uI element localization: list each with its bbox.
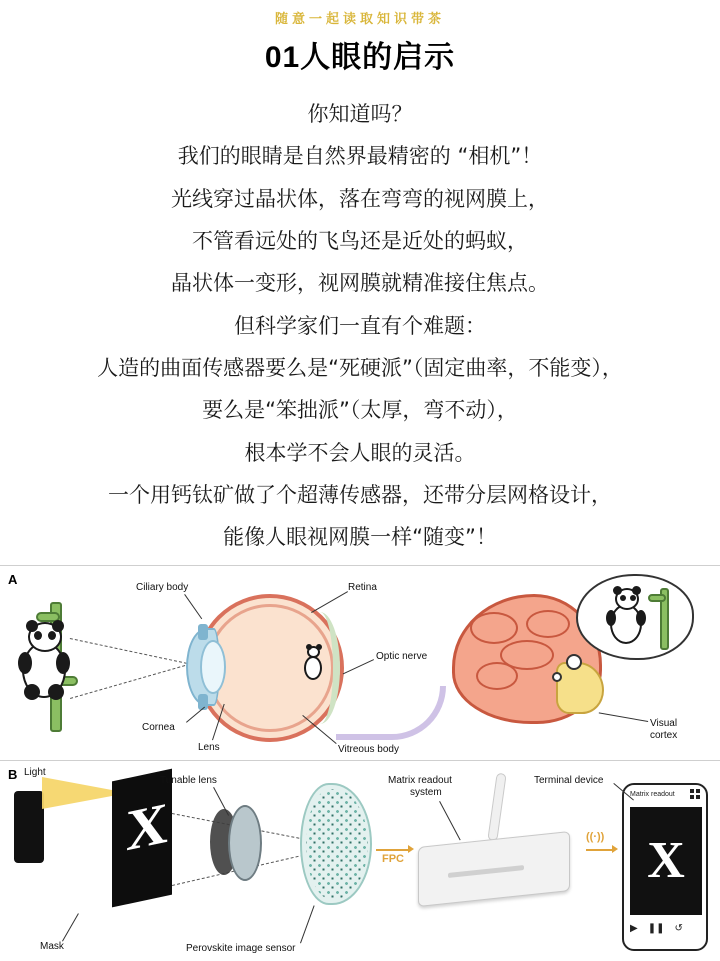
wireless-arrow-head — [612, 845, 618, 853]
figure-panel-a — [0, 565, 720, 761]
label-matrix-readout-line2: system — [410, 787, 442, 798]
panda-arm — [636, 610, 646, 626]
panel-a-letter: A — [8, 572, 18, 587]
paragraph: 一个用钙钛矿做了个超薄传感器，还带分层网格设计， — [108, 483, 612, 508]
label-mask: Mask — [40, 941, 64, 952]
lens — [200, 640, 226, 694]
tunable-lens — [228, 805, 262, 881]
label-ciliary-body: Ciliary body — [136, 582, 189, 593]
label-tunable-lens: Tunable lens — [160, 775, 217, 786]
paragraph: 我们的眼睛是自然界最精密的 “相机”！ — [177, 144, 543, 169]
retinal-image — [300, 644, 326, 684]
optic-nerve — [336, 686, 446, 740]
paragraph: 你知道吗？ — [307, 102, 413, 126]
brain-fold — [476, 662, 518, 690]
leader-line — [343, 659, 374, 674]
label-visual-cortex-line2: cortex — [650, 730, 678, 741]
figure-panel-b — [0, 760, 720, 961]
page-title: 01人眼的启示 — [264, 41, 456, 74]
terminal-device-phone[interactable] — [622, 783, 708, 951]
panda-ear — [613, 586, 622, 595]
play-icon[interactable]: ▶ — [630, 923, 638, 934]
fpc-connector-line — [376, 849, 410, 851]
paragraph: 但科学家们一直有个难题： — [234, 313, 486, 338]
label-visual-cortex-line1: Visual — [650, 718, 678, 729]
label-fpc: FPC — [382, 853, 404, 865]
paragraph: 根本学不会人眼的灵活。 — [244, 440, 476, 465]
leader-line — [186, 707, 205, 723]
label-perovskite-sensor: Perovskite image sensor — [186, 943, 296, 954]
leader-line — [599, 712, 648, 722]
grid-icon[interactable] — [690, 789, 700, 799]
leader-line — [311, 591, 348, 613]
paragraph: 不管看远处的飞鸟还是近处的蚂蚁， — [192, 229, 528, 254]
brain-fold — [470, 612, 518, 644]
panda-ear — [632, 586, 641, 595]
panda-leg — [48, 684, 64, 700]
phone-screen — [630, 807, 702, 915]
projected-x-glyph: X — [126, 789, 168, 864]
panda-ear — [52, 620, 64, 632]
panda-leg — [24, 684, 40, 700]
panda-ear — [306, 644, 312, 650]
panda-eye — [620, 595, 626, 601]
wireless-link-line — [586, 849, 614, 851]
mask — [14, 791, 44, 863]
paragraph: 要么是“笨拙派”（太厚，弯不动）， — [202, 398, 518, 423]
figure — [0, 565, 720, 960]
ciliary-body — [198, 624, 208, 640]
paragraph: 晶状体一变形，视网膜就精准接住焦点。 — [171, 271, 549, 296]
panda-arm — [18, 652, 32, 674]
fpc-arrow-head — [408, 845, 414, 853]
phone-header-label: Matrix readout — [630, 790, 675, 798]
phone-header — [624, 785, 706, 803]
leader-line — [184, 594, 202, 619]
pause-icon[interactable]: ❚❚ — [647, 923, 665, 934]
phone-x-glyph: X — [647, 832, 685, 889]
label-matrix-readout-line1: Matrix readout — [388, 775, 452, 786]
thought-bubble-dot — [552, 672, 562, 682]
leader-line — [300, 905, 315, 943]
thought-bubble-dot — [566, 654, 582, 670]
label-lens: Lens — [198, 742, 220, 753]
banner — [0, 0, 720, 27]
panel-b-letter: B — [8, 767, 18, 782]
panda-ear — [316, 644, 322, 650]
paragraph: 人造的曲面传感器要么是“死硬派”（固定曲率，不能变）， — [97, 356, 623, 381]
brain-fold — [526, 610, 570, 638]
leader-line — [439, 801, 461, 840]
panda-body — [304, 656, 322, 680]
panda-eye — [48, 631, 56, 640]
banner-text: 随意一起读取知识带茶 — [274, 12, 445, 27]
paragraph: 光线穿过晶状体，落在弯弯的视网膜上， — [171, 186, 549, 211]
panda-eye — [630, 595, 636, 601]
label-terminal-device: Terminal device — [534, 775, 604, 786]
article-body — [0, 100, 720, 552]
label-retina: Retina — [348, 582, 377, 593]
antenna — [487, 773, 506, 842]
wireless-icon: ((·)) — [586, 831, 605, 843]
label-optic-nerve: Optic nerve — [376, 651, 428, 662]
refresh-icon[interactable]: ↺ — [674, 923, 683, 934]
label-vitreous-body: Vitreous body — [338, 744, 399, 755]
panda-illustration — [14, 622, 76, 708]
label-light: Light — [24, 767, 46, 778]
label-cornea: Cornea — [142, 722, 175, 733]
panda-eye — [34, 631, 42, 640]
bamboo-leaf — [648, 594, 666, 602]
phone-controls[interactable] — [630, 923, 702, 934]
paragraph: 能像人眼视网膜一样“随变”！ — [223, 525, 497, 550]
leader-line — [62, 913, 79, 941]
panda-arm — [606, 610, 616, 626]
panda-arm — [56, 652, 70, 674]
